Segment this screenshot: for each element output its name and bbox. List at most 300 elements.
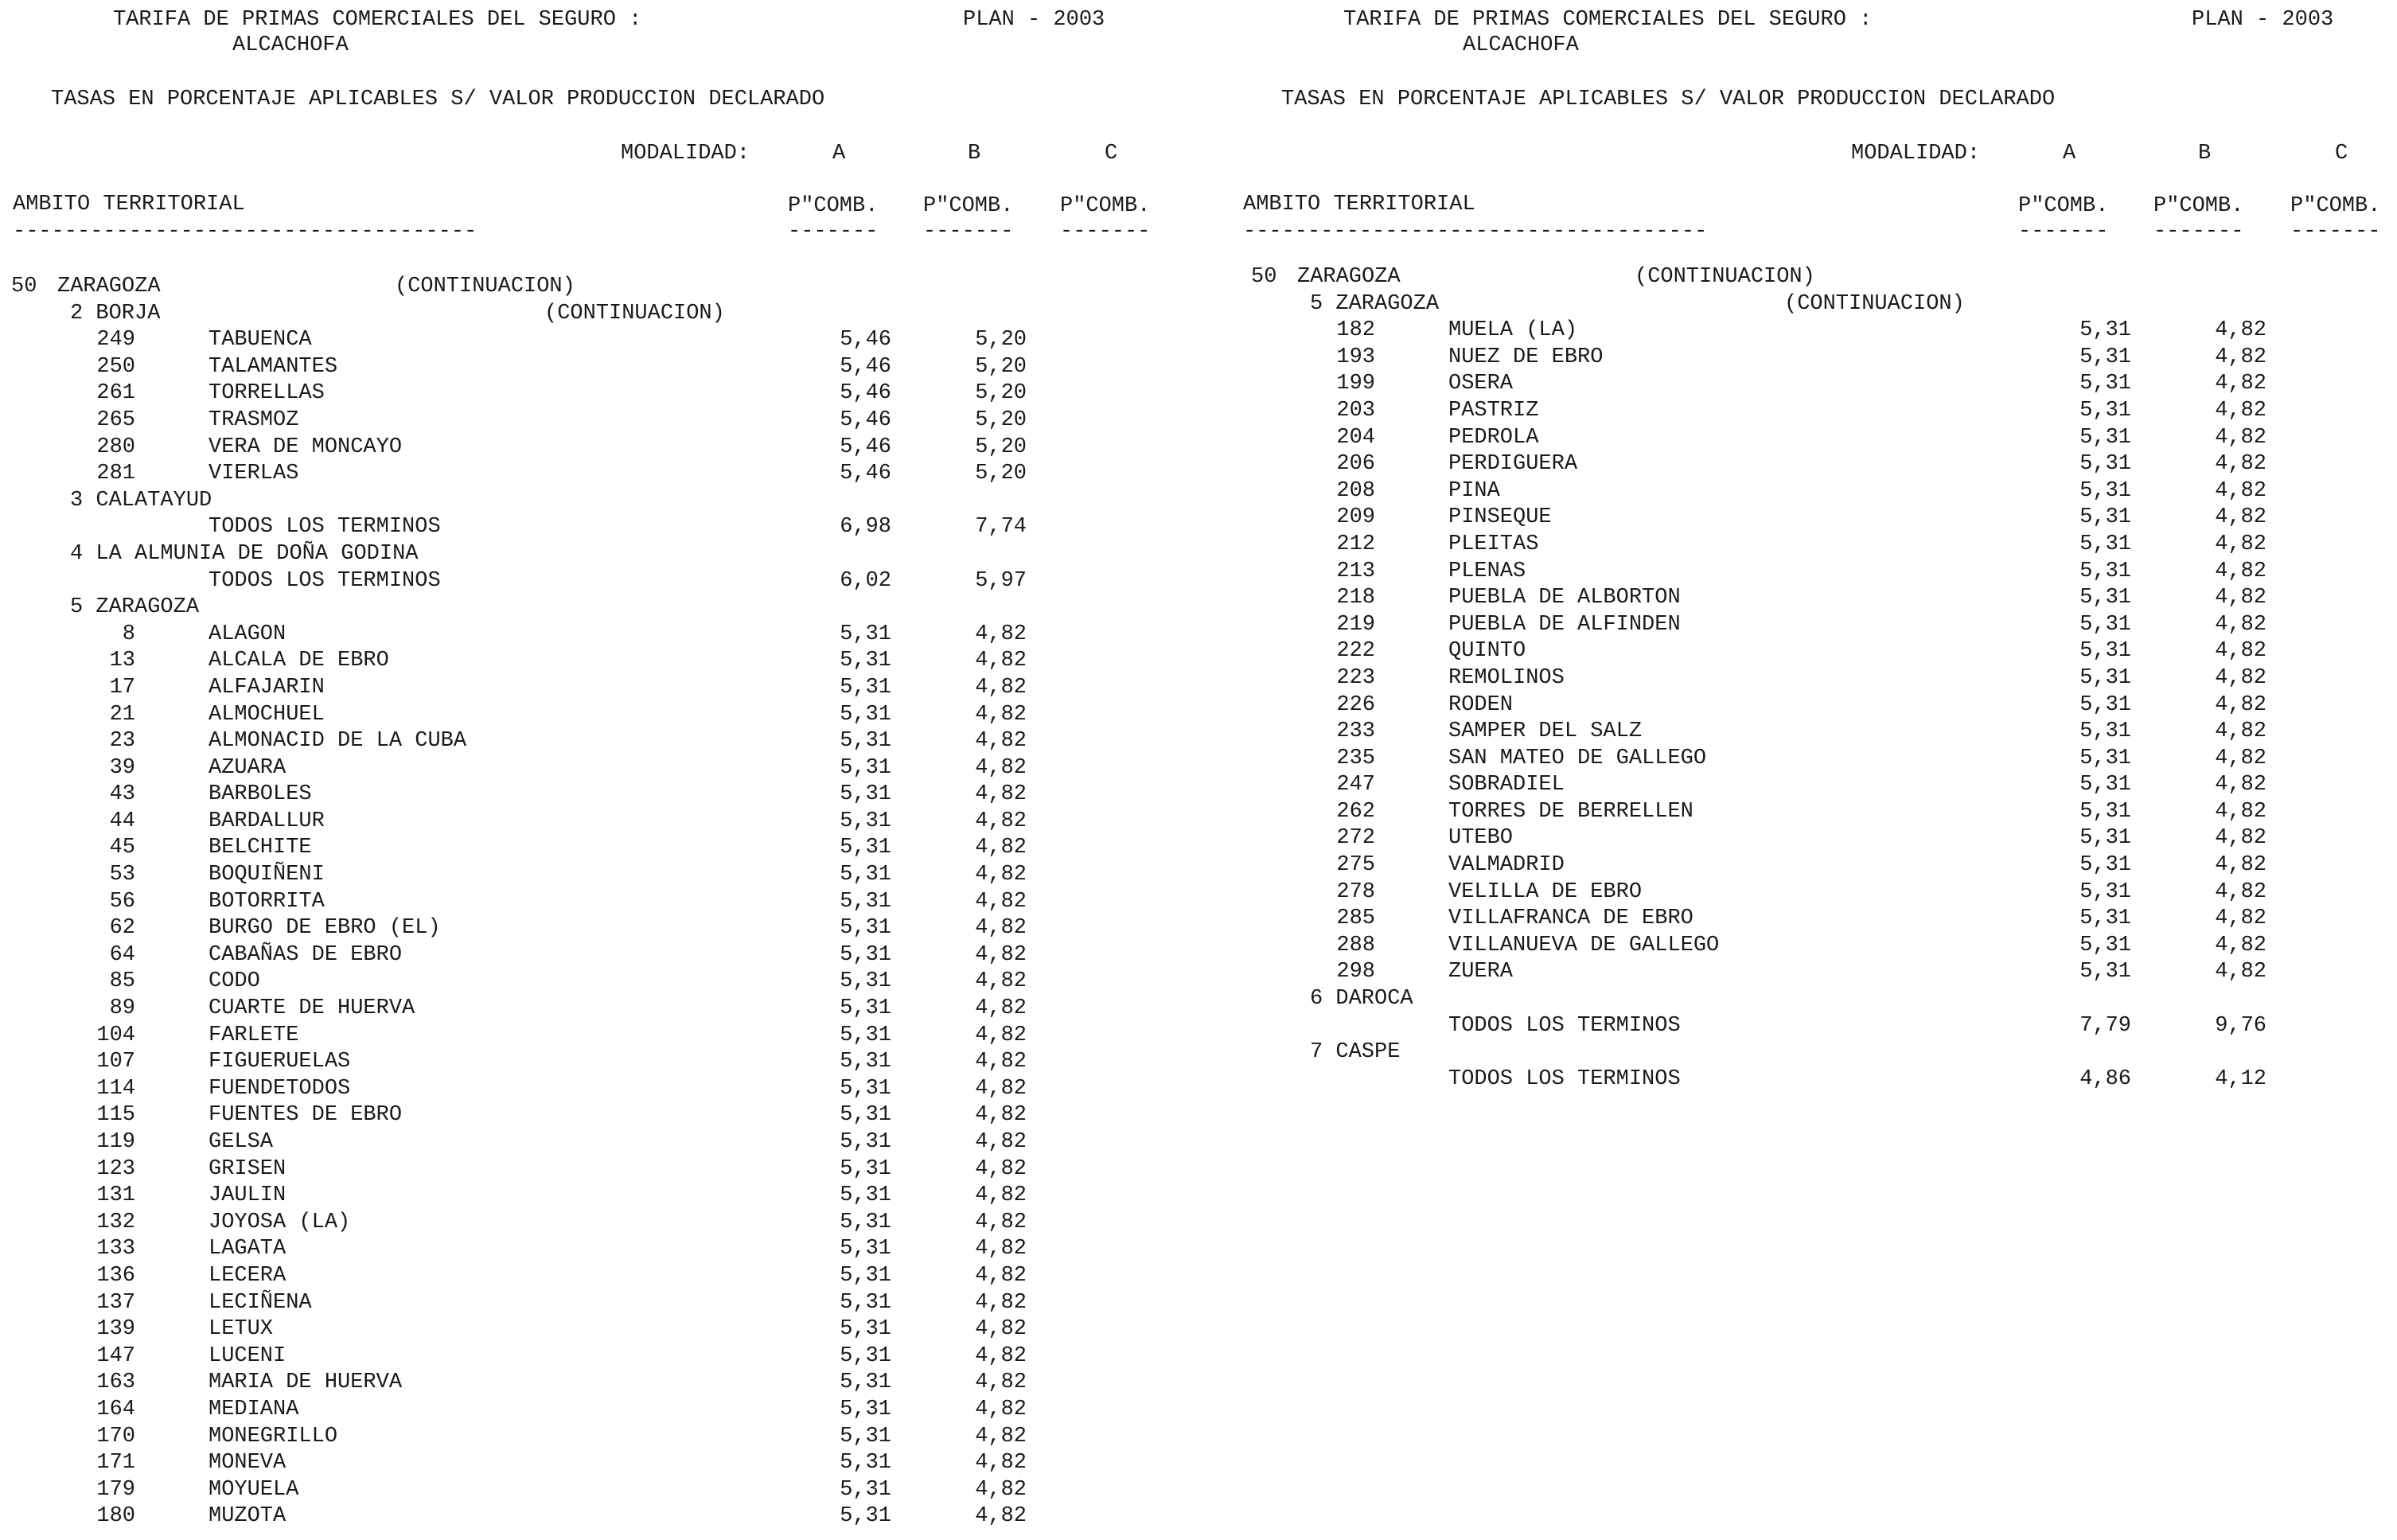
table-row	[0, 942, 1198, 969]
municipality-name: PASTRIZ	[1448, 398, 1539, 423]
rate-a: 5,31	[2079, 773, 2131, 797]
rate-a: 5,31	[2079, 505, 2131, 530]
municipality-name: MOYUELA	[209, 1477, 299, 1502]
rate-a: 5,31	[840, 1076, 891, 1101]
rate-a: 6,02	[840, 568, 891, 593]
municipality-name: TRASMOZ	[209, 407, 299, 432]
rate-b: 4,82	[975, 702, 1027, 727]
rate-a: 5,31	[840, 1504, 891, 1529]
rate-a: 5,31	[840, 1050, 891, 1074]
rate-b: 4,82	[2215, 612, 2266, 637]
table-row	[0, 862, 1198, 889]
table-row	[1240, 478, 2397, 505]
rate-b: 4,82	[975, 1237, 1027, 1261]
table-row	[0, 1503, 1198, 1530]
municipality-name: BOQUIÑENI	[209, 863, 325, 887]
municipality-name: JOYOSA (LA)	[209, 1210, 351, 1234]
province-code: 50	[11, 275, 37, 298]
modalidad-label: MODALIDAD:	[1851, 142, 1981, 166]
rate-b: 4,82	[2215, 665, 2266, 690]
municipality-code: 147	[96, 1343, 135, 1368]
municipality-name: VELILLA DE EBRO	[1448, 879, 1643, 904]
municipality-code: 261	[96, 381, 135, 406]
municipality-name: VERA DE MONCAYO	[209, 435, 403, 459]
rate-a: 5,31	[2079, 933, 2131, 957]
rate-b: 4,82	[975, 1050, 1027, 1074]
continuation-note: (CONTINUACION)	[1784, 291, 1965, 316]
municipality-name: JAULIN	[209, 1183, 286, 1208]
municipality-code: 107	[96, 1050, 135, 1074]
municipality-code: 139	[96, 1317, 135, 1342]
table-row	[0, 461, 1198, 488]
municipality-code: 218	[1336, 586, 1375, 610]
header-rule-c: -------	[1060, 220, 1151, 244]
rate-a: 5,31	[840, 1290, 891, 1315]
municipality-name: LECIÑENA	[209, 1290, 312, 1315]
table-row	[0, 1370, 1198, 1397]
municipality-name: PUEBLA DE ALFINDEN	[1448, 612, 1681, 637]
section-row	[0, 488, 1198, 515]
province-row	[0, 274, 1198, 301]
table-row	[1240, 585, 2397, 612]
municipality-name: REMOLINOS	[1448, 665, 1565, 690]
municipality-code: 262	[1336, 799, 1375, 824]
rate-a: 5,31	[840, 863, 891, 887]
header-rule: ------------------------------------	[13, 220, 477, 244]
municipality-code: 222	[1336, 639, 1375, 664]
rate-b: 4,82	[975, 1504, 1027, 1529]
rate-a: 5,31	[840, 1317, 891, 1342]
rate-a: 5,31	[840, 889, 891, 914]
table-row	[0, 568, 1198, 595]
table-row	[0, 782, 1198, 809]
table-row	[0, 1210, 1198, 1237]
rate-a: 5,31	[2079, 425, 2131, 450]
rate-b: 4,82	[2215, 853, 2266, 878]
plan-label: PLAN - 2003	[963, 8, 1105, 32]
rate-b: 4,82	[975, 622, 1027, 646]
rate-a: 5,31	[840, 1263, 891, 1288]
rate-b: 4,82	[975, 1130, 1027, 1154]
table-row	[0, 1316, 1198, 1343]
rate-a: 5,31	[840, 1023, 891, 1047]
rate-b: 4,82	[2215, 960, 2266, 984]
rate-a: 5,31	[840, 622, 891, 646]
municipality-code: 104	[96, 1023, 135, 1047]
continuation-note: (CONTINUACION)	[1635, 265, 1815, 289]
table-row	[1240, 505, 2397, 532]
rate-a: 5,31	[2079, 318, 2131, 343]
rate-b: 4,82	[975, 1397, 1027, 1421]
rate-b: 4,82	[2215, 799, 2266, 824]
rate-a: 5,31	[840, 675, 891, 700]
table-row	[1240, 665, 2397, 692]
municipality-name: RODEN	[1448, 692, 1514, 717]
continuation-note: (CONTINUACION)	[544, 301, 725, 326]
table-row	[0, 1102, 1198, 1129]
rate-b: 4,82	[975, 1343, 1027, 1368]
municipality-name: QUINTO	[1448, 639, 1526, 664]
ambito-header: AMBITO TERRITORIAL	[1243, 193, 1475, 216]
rate-b: 4,82	[975, 1451, 1027, 1476]
municipality-name: ALCALA DE EBRO	[209, 649, 389, 673]
col-header-b: P"COMB.	[2153, 194, 2244, 218]
rate-b: 7,74	[975, 515, 1027, 540]
municipality-name: MONEVA	[209, 1451, 286, 1476]
municipality-code: 170	[96, 1424, 135, 1448]
municipality-name: LAGATA	[209, 1237, 286, 1261]
rate-b: 4,82	[2215, 773, 2266, 797]
rate-a: 5,31	[2079, 853, 2131, 878]
municipality-name: CABAÑAS DE EBRO	[209, 942, 403, 967]
rate-a: 5,31	[840, 916, 891, 941]
comarca-label: 4 LA ALMUNIA DE DOÑA GODINA	[70, 541, 419, 566]
comarca-label: 5 ZARAGOZA	[1310, 291, 1440, 316]
document-title: TARIFA DE PRIMAS COMERCIALES DEL SEGURO :	[113, 8, 642, 32]
rate-a: 4,86	[2079, 1066, 2131, 1091]
table-row	[1240, 612, 2397, 639]
table-row	[1240, 692, 2397, 719]
tariff-table	[1240, 264, 2397, 1093]
municipality-name: PLEITAS	[1448, 532, 1539, 556]
municipality-name: MONEGRILLO	[209, 1424, 338, 1448]
col-header-a: P"COMB.	[2018, 194, 2109, 218]
municipality-code: 180	[96, 1504, 135, 1529]
comarca-label: 3 CALATAYUD	[70, 488, 212, 513]
rate-b: 4,82	[2215, 318, 2266, 343]
rate-a: 5,31	[2079, 559, 2131, 583]
rate-a: 5,31	[2079, 906, 2131, 931]
rate-a: 5,31	[840, 1424, 891, 1448]
rate-b: 4,82	[975, 782, 1027, 807]
municipality-code: 56	[109, 889, 135, 914]
table-row	[1240, 852, 2397, 879]
table-row	[0, 835, 1198, 862]
municipality-code: 249	[96, 328, 135, 353]
rate-a: 5,31	[840, 969, 891, 994]
table-row	[1240, 1066, 2397, 1094]
header-rule-b: -------	[2153, 220, 2244, 244]
rate-b: 4,82	[975, 1424, 1027, 1448]
table-row	[0, 1023, 1198, 1050]
rate-b: 4,82	[2215, 692, 2266, 717]
rate-a: 6,98	[840, 515, 891, 540]
table-row	[0, 380, 1198, 407]
subtitle: TASAS EN PORCENTAJE APLICABLES S/ VALOR PRODUCCION DECLARADO	[1281, 88, 2056, 111]
municipality-code: 281	[96, 462, 135, 486]
table-row	[0, 1049, 1198, 1076]
municipality-name: SAMPER DEL SALZ	[1448, 719, 1643, 744]
municipality-name: TABUENCA	[209, 328, 312, 353]
table-row	[0, 889, 1198, 916]
municipality-code: 212	[1336, 532, 1375, 556]
municipality-code: 115	[96, 1103, 135, 1128]
municipality-name: VILLANUEVA DE GALLEGO	[1448, 933, 1720, 957]
table-row	[0, 675, 1198, 702]
modalidad-a: A	[2063, 142, 2076, 166]
rate-a: 5,31	[2079, 372, 2131, 396]
rate-a: 5,31	[2079, 879, 2131, 904]
rate-b: 5,20	[975, 354, 1027, 379]
rate-b: 4,82	[2215, 398, 2266, 423]
municipality-code: 89	[109, 996, 135, 1021]
municipality-name: BARBOLES	[209, 782, 312, 807]
municipality-name: MEDIANA	[209, 1397, 299, 1421]
table-row	[0, 702, 1198, 729]
table-row	[0, 1129, 1198, 1156]
rate-a: 5,31	[2079, 452, 2131, 477]
province-name: ZARAGOZA	[57, 275, 161, 298]
municipality-code: 209	[1336, 505, 1375, 530]
municipality-name: TORRES DE BERRELLEN	[1448, 799, 1693, 824]
rate-a: 5,31	[2079, 345, 2131, 369]
province-code: 50	[1251, 265, 1277, 289]
table-row	[0, 1343, 1198, 1370]
rate-b: 4,82	[2215, 478, 2266, 503]
municipality-code: 133	[96, 1237, 135, 1261]
rate-a: 5,31	[840, 942, 891, 967]
municipality-code: 219	[1336, 612, 1375, 637]
rate-a: 5,31	[2079, 799, 2131, 824]
rate-a: 5,31	[840, 1103, 891, 1128]
table-row	[0, 915, 1198, 942]
rate-b: 4,82	[975, 729, 1027, 754]
rate-a: 5,31	[840, 702, 891, 727]
rate-b: 4,82	[2215, 933, 2266, 957]
rate-b: 4,82	[975, 942, 1027, 967]
table-row	[1240, 559, 2397, 586]
rate-b: 4,82	[2215, 746, 2266, 770]
table-row	[1240, 532, 2397, 559]
municipality-name: MARIA DE HUERVA	[209, 1370, 403, 1395]
municipality-code: 272	[1336, 826, 1375, 851]
table-row	[1240, 879, 2397, 906]
municipality-code: 8	[122, 622, 135, 646]
municipality-name: ALMOCHUEL	[209, 702, 325, 727]
rate-b: 4,82	[975, 1290, 1027, 1315]
municipality-name: SOBRADIEL	[1448, 773, 1565, 797]
table-row	[1240, 638, 2397, 665]
document-title: TARIFA DE PRIMAS COMERCIALES DEL SEGURO :	[1343, 8, 1873, 32]
header-rule-a: -------	[788, 220, 879, 244]
municipality-name: PINSEQUE	[1448, 505, 1552, 530]
municipality-code: 179	[96, 1477, 135, 1502]
municipality-code: 288	[1336, 933, 1375, 957]
rate-b: 5,97	[975, 568, 1027, 593]
municipality-code: 17	[109, 675, 135, 700]
rate-a: 5,46	[840, 407, 891, 432]
modalidad-a: A	[832, 142, 846, 166]
rate-b: 4,82	[975, 836, 1027, 860]
municipality-name: ALAGON	[209, 622, 286, 646]
municipality-name: SAN MATEO DE GALLEGO	[1448, 746, 1707, 770]
table-row	[0, 327, 1198, 354]
ambito-header: AMBITO TERRITORIAL	[13, 193, 245, 216]
rate-a: 7,79	[2079, 1013, 2131, 1038]
municipality-code: 193	[1336, 345, 1375, 369]
municipality-name: PEDROLA	[1448, 425, 1539, 450]
table-row	[0, 755, 1198, 782]
table-row	[0, 1290, 1198, 1317]
rate-a: 5,31	[2079, 478, 2131, 503]
municipality-name: LETUX	[209, 1317, 274, 1342]
table-row	[0, 435, 1198, 462]
rate-a: 5,31	[2079, 692, 2131, 717]
section-row	[1240, 1039, 2397, 1066]
municipality-code: 136	[96, 1263, 135, 1288]
table-row	[1240, 345, 2397, 372]
table-row	[1240, 825, 2397, 852]
municipality-code: 278	[1336, 879, 1375, 904]
municipality-name: LECERA	[209, 1263, 286, 1288]
plan-label: PLAN - 2003	[2192, 8, 2334, 32]
municipality-code: 223	[1336, 665, 1375, 690]
rate-b: 4,82	[2215, 826, 2266, 851]
rate-a: 5,31	[840, 1156, 891, 1181]
table-row	[0, 1076, 1198, 1103]
tariff-table	[0, 274, 1198, 1530]
municipality-code: 132	[96, 1210, 135, 1234]
rate-a: 5,31	[840, 1130, 891, 1154]
rate-a: 5,31	[2079, 665, 2131, 690]
crop-name: ALCACHOFA	[232, 33, 349, 57]
table-row	[1240, 933, 2397, 960]
rate-a: 5,31	[2079, 639, 2131, 664]
rate-b: 4,12	[2215, 1066, 2266, 1091]
section-row	[1240, 291, 2397, 318]
header-rule-c: -------	[2290, 220, 2381, 244]
rate-a: 5,31	[840, 782, 891, 807]
comarca-label: 5 ZARAGOZA	[70, 595, 200, 620]
municipality-code: 247	[1336, 773, 1375, 797]
municipality-name: FARLETE	[209, 1023, 299, 1047]
header-rule-b: -------	[923, 220, 1014, 244]
table-row	[0, 648, 1198, 675]
rate-a: 5,31	[840, 1343, 891, 1368]
municipality-name: PERDIGUERA	[1448, 452, 1578, 477]
rate-b: 4,82	[975, 675, 1027, 700]
document-page-right	[1240, 0, 2397, 1540]
municipality-code: 131	[96, 1183, 135, 1208]
rate-a: 5,31	[2079, 532, 2131, 556]
table-row	[1240, 799, 2397, 826]
municipality-name: NUEZ DE EBRO	[1448, 345, 1604, 369]
municipality-code: 137	[96, 1290, 135, 1315]
section-row	[0, 595, 1198, 622]
rate-a: 5,31	[840, 1397, 891, 1421]
rate-b: 4,82	[2215, 586, 2266, 610]
municipality-code: 206	[1336, 452, 1375, 477]
municipality-code: 44	[109, 809, 135, 833]
municipality-code: 114	[96, 1076, 135, 1101]
rate-a: 5,31	[840, 1210, 891, 1234]
rate-b: 9,76	[2215, 1013, 2266, 1038]
rate-b: 4,82	[975, 755, 1027, 780]
table-row	[0, 996, 1198, 1023]
rate-b: 4,82	[975, 1076, 1027, 1101]
table-row	[0, 1397, 1198, 1424]
municipality-code: 233	[1336, 719, 1375, 744]
municipality-name: ZUERA	[1448, 960, 1514, 984]
table-row	[0, 1450, 1198, 1477]
rate-b: 4,82	[975, 1156, 1027, 1181]
rate-a: 5,31	[840, 1237, 891, 1261]
municipality-code: 226	[1336, 692, 1375, 717]
rate-b: 4,82	[975, 996, 1027, 1021]
rate-a: 5,31	[2079, 746, 2131, 770]
table-row	[0, 1156, 1198, 1183]
municipality-name: VILLAFRANCA DE EBRO	[1448, 906, 1693, 931]
municipality-code: 123	[96, 1156, 135, 1181]
rate-a: 5,46	[840, 435, 891, 459]
municipality-name: AZUARA	[209, 755, 286, 780]
rate-b: 5,20	[975, 407, 1027, 432]
municipality-code: 171	[96, 1451, 135, 1476]
rate-b: 4,82	[975, 1370, 1027, 1395]
municipality-code: 235	[1336, 746, 1375, 770]
rate-a: 5,31	[840, 836, 891, 860]
municipality-name: FUENTES DE EBRO	[209, 1103, 403, 1128]
rate-b: 4,82	[975, 863, 1027, 887]
municipality-code: 119	[96, 1130, 135, 1154]
municipality-name: UTEBO	[1448, 826, 1514, 851]
municipality-name: CODO	[209, 969, 260, 994]
table-row	[0, 1236, 1198, 1263]
rate-b: 4,82	[975, 1317, 1027, 1342]
municipality-name: OSERA	[1448, 372, 1514, 396]
table-row	[0, 622, 1198, 649]
subtitle: TASAS EN PORCENTAJE APLICABLES S/ VALOR PRODUCCION DECLARADO	[51, 88, 825, 111]
table-row	[1240, 959, 2397, 986]
col-header-c: P"COMB.	[1060, 194, 1151, 218]
table-row	[0, 1183, 1198, 1210]
rate-a: 5,31	[840, 1451, 891, 1476]
municipality-name: VIERLAS	[209, 462, 299, 486]
rate-b: 4,82	[975, 969, 1027, 994]
rate-a: 5,46	[840, 462, 891, 486]
col-header-c: P"COMB.	[2290, 194, 2381, 218]
province-row	[1240, 264, 2397, 291]
modalidad-c: C	[2335, 142, 2348, 166]
rate-a: 5,31	[840, 996, 891, 1021]
rate-a: 5,31	[2079, 612, 2131, 637]
table-row	[1240, 318, 2397, 345]
comarca-label: 7 CASPE	[1310, 1040, 1401, 1065]
rate-b: 4,82	[975, 809, 1027, 833]
table-row	[0, 514, 1198, 541]
table-row	[1240, 906, 2397, 933]
municipality-code: 250	[96, 354, 135, 379]
municipality-name: TODOS LOS TERMINOS	[1448, 1013, 1681, 1038]
municipality-name: GELSA	[209, 1130, 274, 1154]
municipality-code: 64	[109, 942, 135, 967]
document-page-left	[0, 0, 1198, 1540]
continuation-note: (CONTINUACION)	[395, 275, 575, 298]
rate-b: 4,82	[2215, 906, 2266, 931]
municipality-code: 199	[1336, 372, 1375, 396]
municipality-name: MUZOTA	[209, 1504, 286, 1529]
municipality-name: BOTORRITA	[209, 889, 325, 914]
col-header-a: P"COMB.	[788, 194, 879, 218]
rate-a: 5,31	[2079, 960, 2131, 984]
table-row	[1240, 371, 2397, 398]
municipality-name: CUARTE DE HUERVA	[209, 996, 415, 1021]
rate-a: 5,46	[840, 381, 891, 406]
municipality-code: 285	[1336, 906, 1375, 931]
table-row	[1240, 746, 2397, 773]
municipality-code: 164	[96, 1397, 135, 1421]
rate-a: 5,31	[2079, 826, 2131, 851]
